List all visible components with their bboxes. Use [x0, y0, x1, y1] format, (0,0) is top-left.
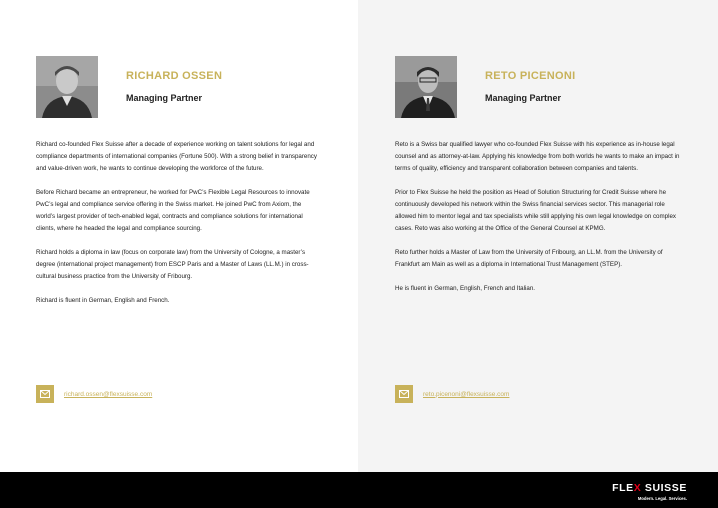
logo-wordmark [612, 483, 687, 494]
bio-paragraph: He is fluent in German, English, French and Italian. [395, 285, 535, 292]
profile-card-reto [358, 0, 718, 472]
person-name: RICHARD OSSEN [126, 70, 223, 82]
mail-icon [36, 385, 54, 403]
logo-text-flex: FLE [612, 482, 634, 494]
email-row [36, 385, 152, 403]
bio-paragraph: Prior to Flex Suisse he held the position as Head of Solution Structuring for Credit Suisse where he continuously developed his network within the Swiss financial services sector. This managerial role allowed him to mentor legal and tax specialists while still applying his own legal knowledge on complex cases. Reto was also working at the Office of the General Counsel at KPMG. [395, 189, 676, 232]
bio-paragraph: Reto is a Swiss bar qualified lawyer who co-founded Flex Suisse with his experience as in-house legal counsel and as attorney-at-law. Applying his knowledge from both worlds he wants to make an impact in terms of quality, efficiency and transparent collaboration between companies and talents. [395, 141, 680, 172]
bio-paragraph: Reto further holds a Master of Law from the University of Fribourg, an LL.M. from the University of Frankfurt am Main as well as a diploma in International Trust Management (STEP). [395, 249, 663, 268]
email-link[interactable]: richard.ossen@flexsuisse.com [64, 390, 153, 398]
email-link[interactable]: reto.picenoni@flexsuisse.com [423, 390, 510, 398]
person-bio [36, 139, 320, 319]
bio-paragraph: Richard co-founded Flex Suisse after a decade of experience working on talent solutions for legal and compliance departments of international companies (Fortune 500). With a strong belief in transparency and value-driven work, he wants to continue developing the workforce of the future. [36, 141, 317, 172]
bio-paragraph: Before Richard became an entrepreneur, he worked for PwC’s Flexible Legal Resources to innovate PwC’s legal and compliance service offering in the Swiss market. He joined PwC from Axiom, the world’s largest provider of tech-enabled legal, contracts and compliance solutions for international clients, where he headed the legal and compliance sourcing. [36, 189, 310, 232]
bio-paragraph: Richard is fluent in German, English and French. [36, 297, 170, 304]
portrait-photo [395, 56, 457, 118]
profile-card-richard [0, 0, 358, 472]
footer-bar [0, 472, 718, 508]
person-role: Managing Partner [126, 93, 203, 103]
portrait-photo [36, 56, 98, 118]
logo-x-mark: X [633, 482, 642, 494]
brand-logo[interactable] [612, 483, 687, 501]
person-role: Managing Partner [485, 93, 562, 103]
email-row [395, 385, 509, 403]
mail-icon [395, 385, 413, 403]
logo-tagline: Modern. Legal. Services. [637, 496, 687, 501]
bio-paragraph: Richard holds a diploma in law (focus on corporate law) from the University of Cologne, a master’s degree (international project management) from ESCP Paris and a Master of Laws (LL.M.) in cross-cultural business practice from the University of Fribourg. [36, 249, 309, 280]
person-name: RETO PICENONI [485, 70, 576, 82]
logo-text-suisse: SUISSE [641, 482, 687, 494]
person-bio [395, 139, 685, 307]
